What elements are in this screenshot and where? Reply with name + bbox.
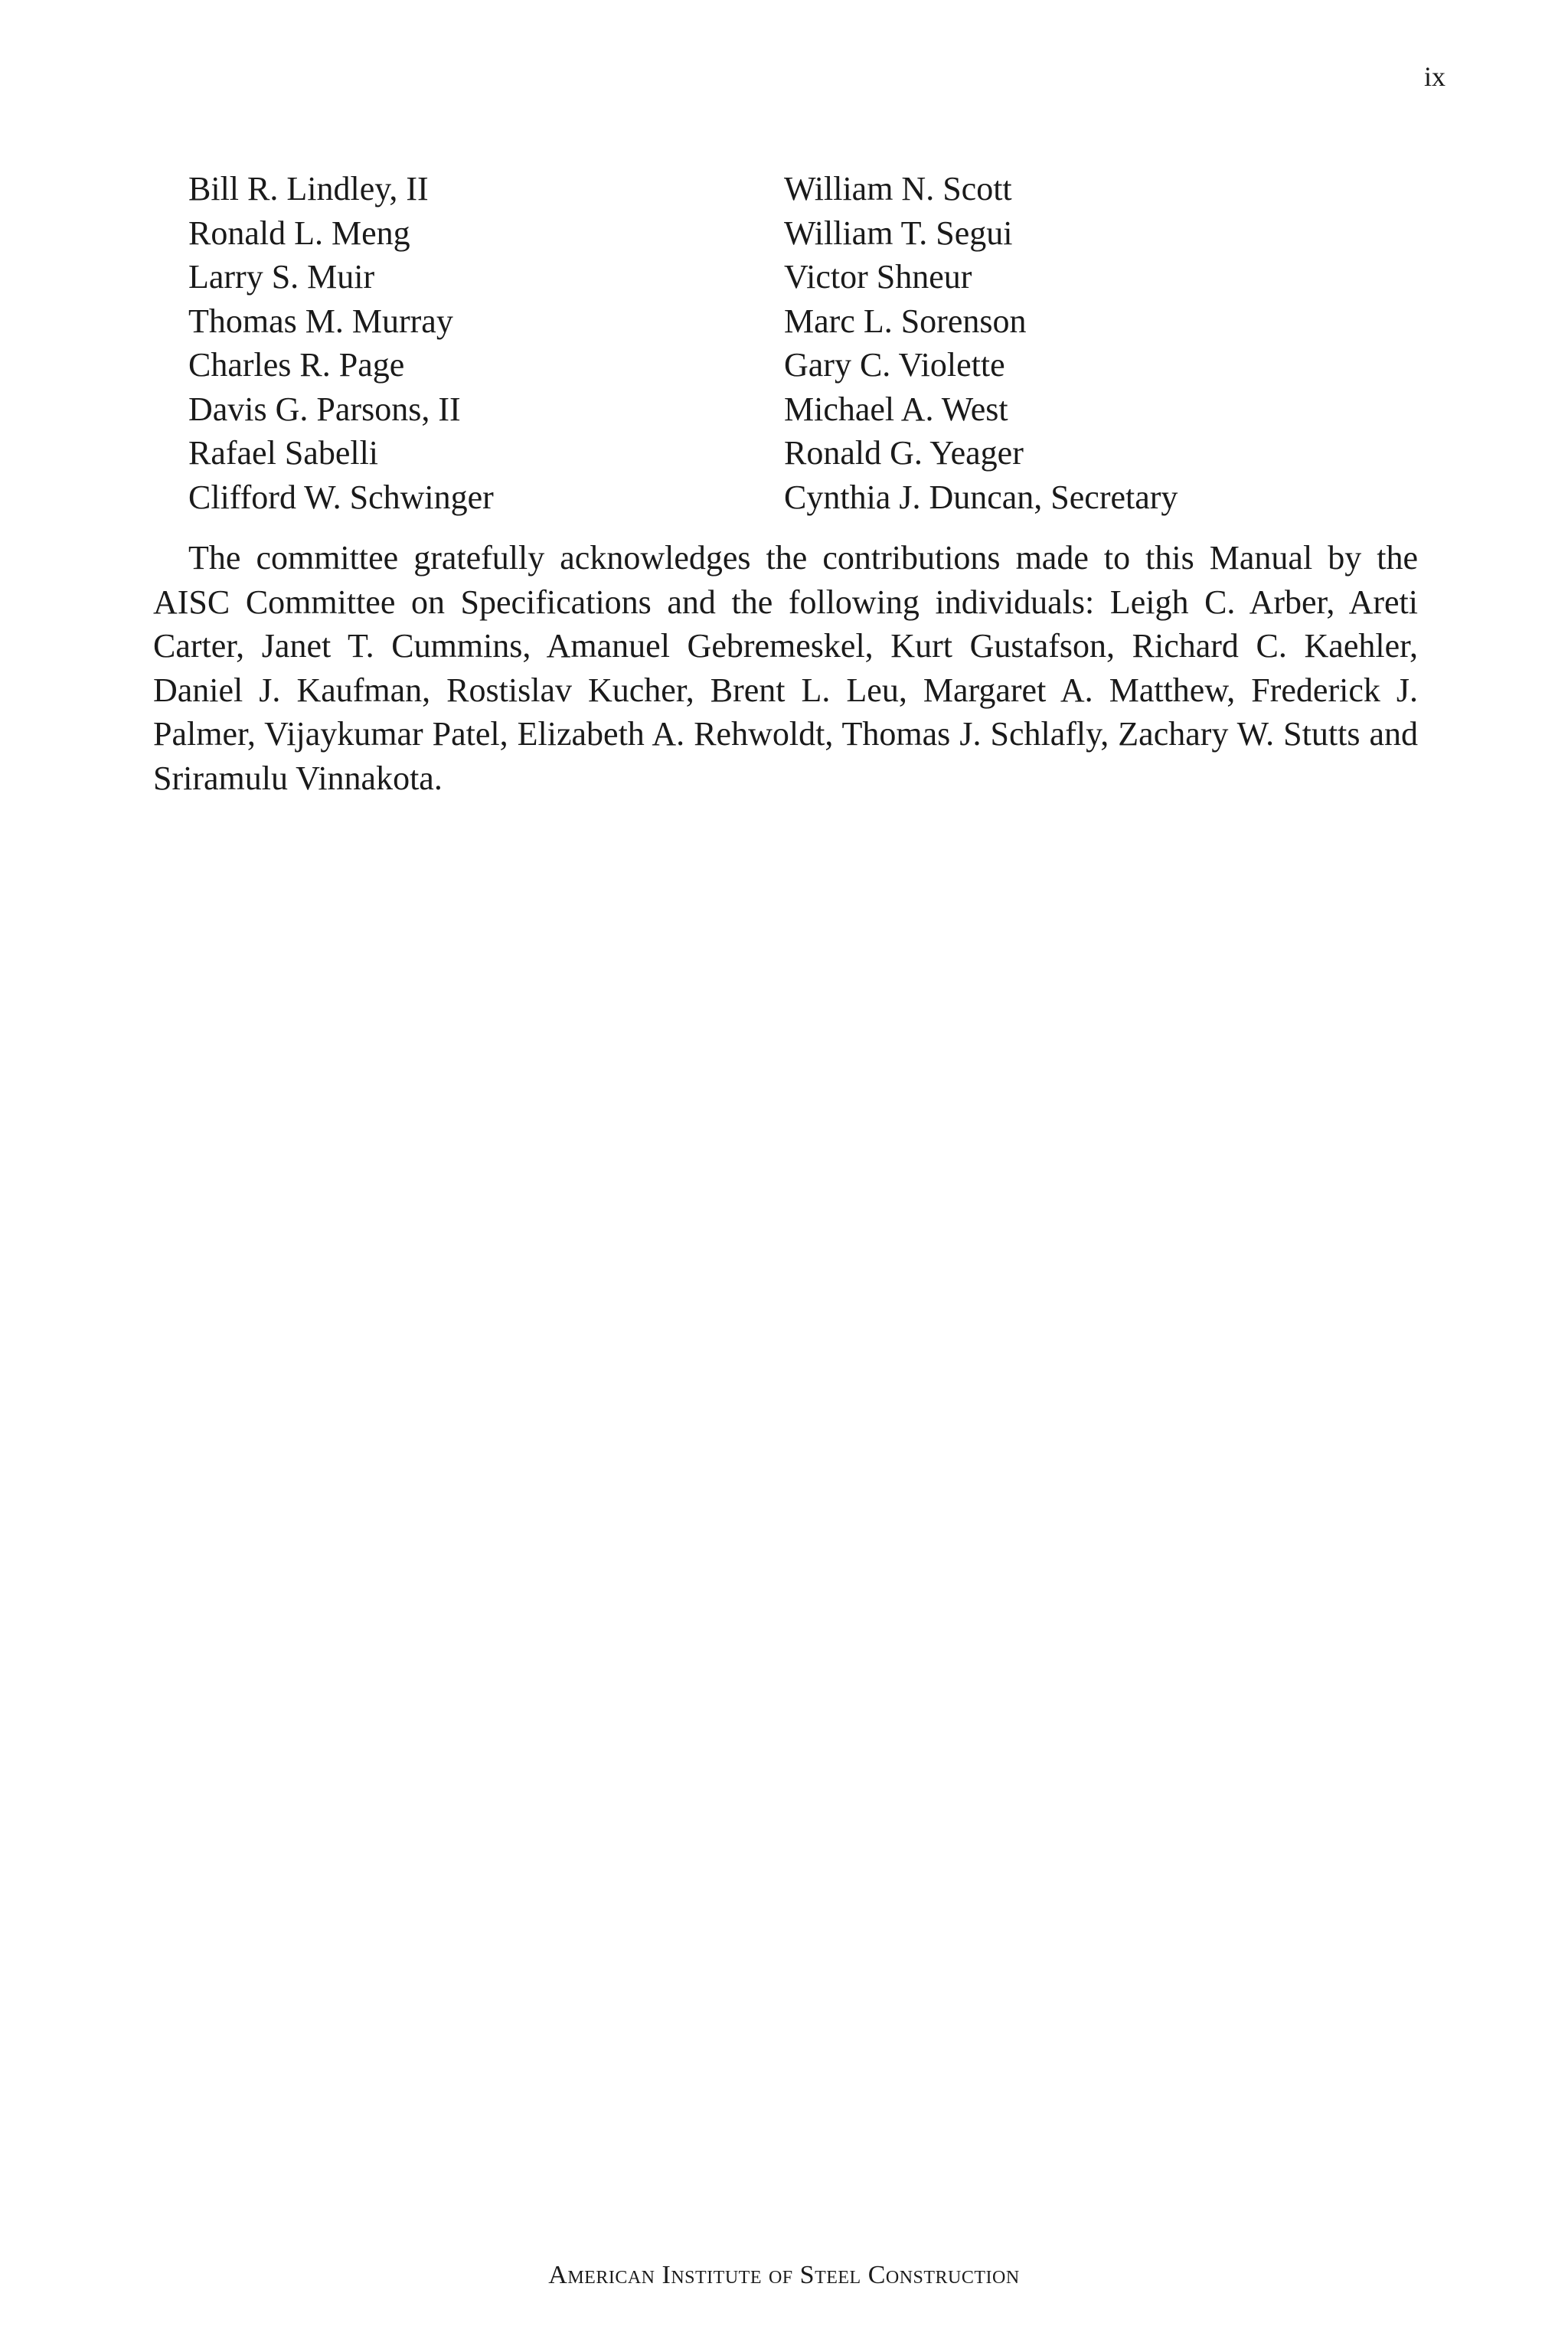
member-name: Ronald G. Yeager — [784, 434, 1024, 472]
member-name: Ronald L. Meng — [188, 214, 410, 252]
member-name: William N. Scott — [784, 170, 1012, 207]
member-column-left — [188, 167, 494, 519]
member-column-right — [784, 167, 1178, 519]
member-name: Thomas M. Murray — [188, 302, 453, 340]
member-name: Marc L. Sorenson — [784, 302, 1027, 340]
page-footer: American Institute of Steel Construction — [548, 2261, 1020, 2289]
member-name: Bill R. Lindley, II — [188, 170, 429, 207]
member-name: Davis G. Parsons, II — [188, 390, 461, 428]
page-number: ix — [1423, 61, 1446, 92]
acknowledgment-paragraph: The committee gratefully acknowledges the contributions made to this Manual by the AISC Committee on Specifications and the following individuals: Leigh C. Arber, Areti Carter, Janet T. Cummins, Amanuel Gebremeskel, Kurt Gustafson, Richard C. Kaehler, Daniel J. Kaufman, Rostislav Kucher, Brent L. Leu, Margaret A. Matthew, Frederick J. Palmer, Vijaykumar Patel, Elizabeth A. Rehwoldt, Thomas J. Schlafly, Zachary W. Stutts and Sriramulu Vinnakota. — [153, 539, 1418, 797]
member-name: Clifford W. Schwinger — [188, 478, 494, 516]
member-name: Michael A. West — [784, 390, 1008, 428]
member-name: Cynthia J. Duncan, Secretary — [784, 478, 1178, 516]
member-name: Larry S. Muir — [188, 258, 375, 296]
member-name: Victor Shneur — [784, 258, 972, 296]
member-name: Charles R. Page — [188, 346, 405, 384]
member-name: William T. Segui — [784, 214, 1013, 252]
member-name: Rafael Sabelli — [188, 434, 379, 472]
member-name: Gary C. Violette — [784, 346, 1005, 384]
committee-member-list — [0, 167, 1568, 522]
